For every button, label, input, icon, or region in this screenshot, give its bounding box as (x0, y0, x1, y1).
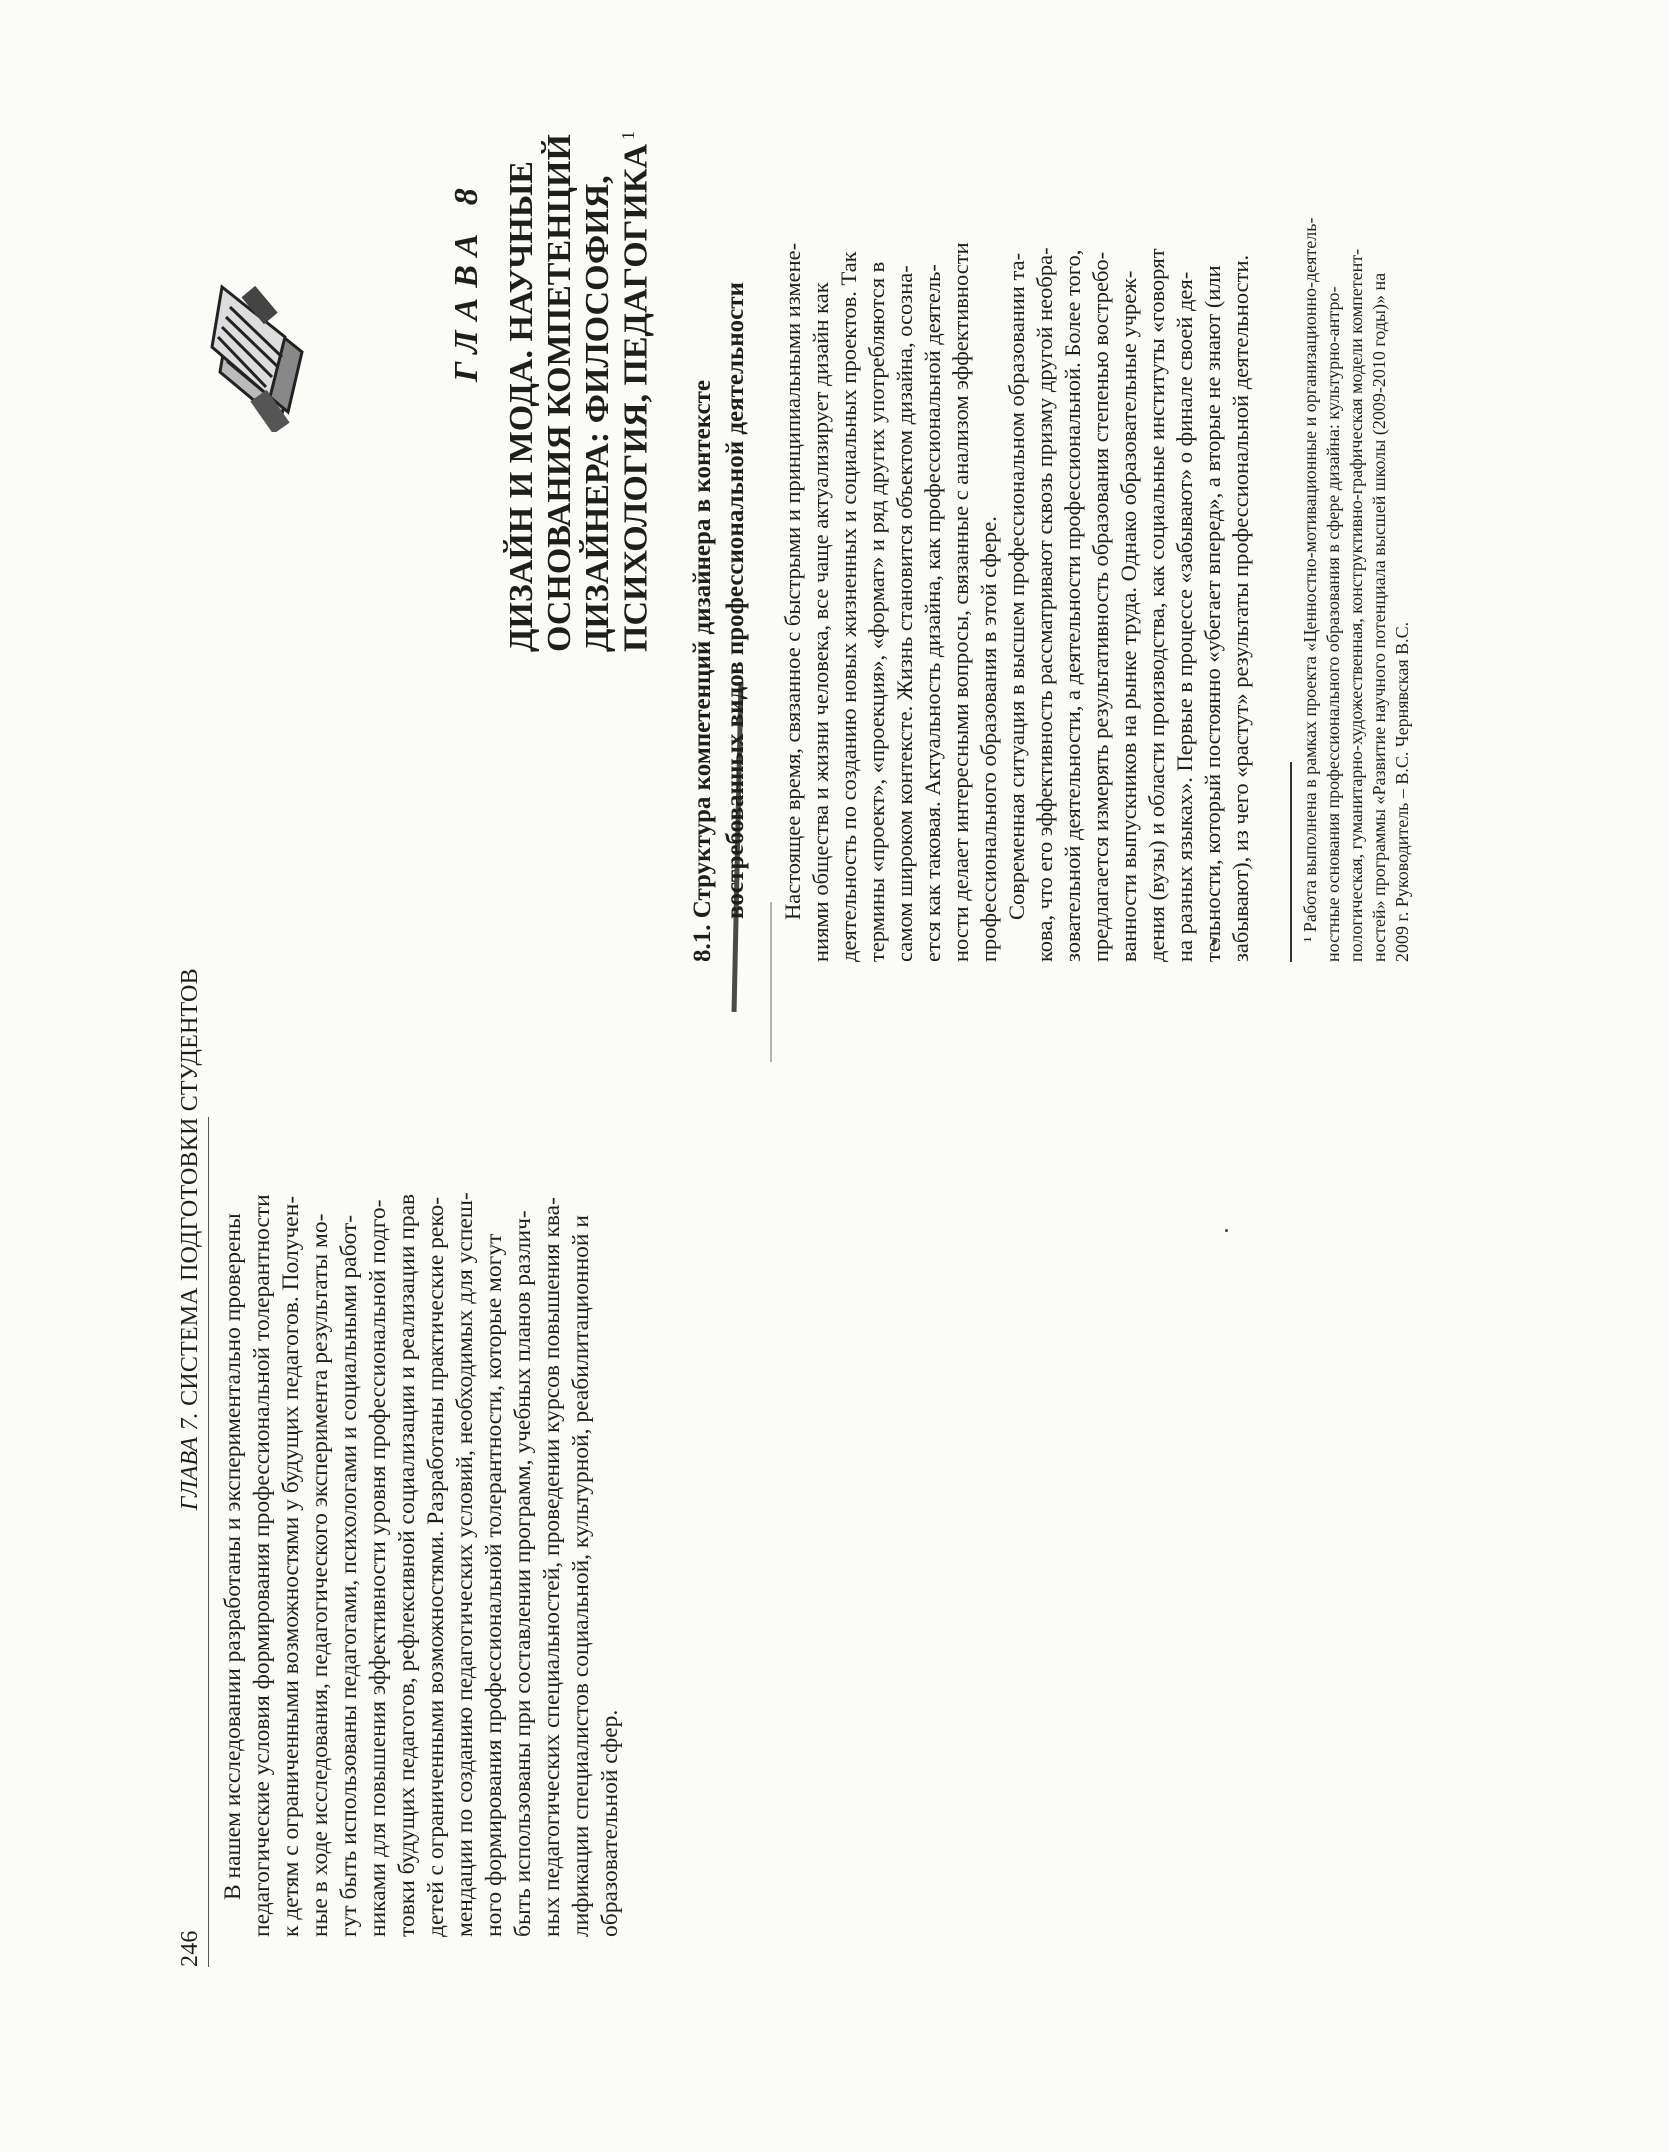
footnote-rule (1290, 762, 1292, 962)
running-head (178, 968, 202, 1967)
body-line: Современная ситуация в высшем профессиональном образовании та- (1004, 252, 1029, 920)
body-line: педагогические условия формирования профессиональной толерантности (249, 1194, 275, 1937)
body-line: ности делает интересными вопросы, связанные с анализом эффективности (948, 242, 973, 962)
body-line: ных педагогических специальностей, проведении курсов повышения ква- (539, 1197, 565, 1937)
footnote-marker: 1 (618, 130, 638, 140)
books-icon (200, 272, 310, 432)
body-line: гут быть использованы педагогами, психологами и социальными работ- (336, 1214, 362, 1937)
body-line: самом широком контексте. Жизнь становится объектом дизайна, осозна- (892, 265, 917, 962)
chapter-title-line: ДИЗАЙНЕРА: ФИЛОСОФИЯ, (579, 175, 616, 652)
chapter-title-line: ДИЗАЙН И МОДА. НАУЧНЫЕ (503, 161, 540, 652)
body-line: предлагается измерять результативность образования степенью востребо- (1088, 251, 1113, 962)
section-title-line: востребованных видов профессиональной деятельности (722, 282, 749, 919)
footnote-line: 2009 г. Руководитель – В.С. Чернявская В.С. (1392, 621, 1412, 962)
section-title-line: 8.1. Структура компетенций дизайнера в контексте (689, 379, 716, 962)
body-line: тельности, который постоянно «убегает вперед», а вторые не знают (или (1200, 265, 1225, 962)
body-line: забывают), из чего «растут» результаты профессиональной деятельности. (1228, 254, 1253, 962)
body-line: зовательной деятельности, а деятельности профессиональной. Более того, (1060, 249, 1085, 962)
chapter-label: ГЛАВА 8 (448, 178, 485, 382)
body-line: лификации специалистов социальной, культурной, реабилитационной и (568, 1215, 594, 1937)
body-line: кова, что его эффективность рассматривают сквозь призму другой необра- (1032, 247, 1057, 962)
body-line: термины «проект», «проекция», «формат» и ряд других употребляются в (864, 261, 889, 962)
body-line: мендации по созданию педагогических условий, необходимых для успеш- (452, 1192, 478, 1937)
body-line: на разных языках». Первые в процессе «забывают» о финале своей дея- (1172, 271, 1197, 962)
chapter-title-line: ОСНОВАНИЯ КОМПЕТЕНЦИЙ (541, 134, 578, 652)
body-line: детей с ограниченными возможностями. Разработаны практические реко- (423, 1196, 449, 1937)
chapter-title-line: ПСИХОЛОГИЯ, ПЕДАГОГИКА$^1$ (617, 130, 655, 652)
page-number: 246 (177, 1930, 203, 1967)
footnote-line: ностные основания профессионального образования в сфере дизайна: культурно-антро- (1323, 286, 1343, 962)
running-head-chapter: ГЛАВА 7. (177, 1412, 203, 1511)
footnote-line: ностей» программы «Развитие научного потенциала высшей школы (2009-2010 годы)» на (1369, 272, 1389, 962)
body-line: ные в ходе исследования, педагогического эксперимента результаты мо- (307, 1213, 333, 1937)
section-title (690, 2, 756, 962)
body-line: дения (вузы) и области производства, как социальные институты «говорят (1144, 248, 1169, 962)
body-line: быть использованы при составлении программ, учебных планов различ- (510, 1210, 536, 1937)
body-line: ванности выпускников на рынке труда. Однако образовательные учреж- (1116, 270, 1141, 962)
chapter-title (505, 32, 657, 652)
footnote-line: ¹ Работа выполнена в рамках проекта «Ценностно-мотивационные и организационно-деятель- (1300, 217, 1320, 942)
body-line: В нашем исследовании разработаны и экспериментально проверены (220, 1213, 246, 1900)
running-head-rule (208, 1117, 209, 1967)
body-line: образовательной сфер. (597, 1709, 623, 1937)
body-line: Настоящее время, связанное с быстрыми и принципиальными измене- (780, 242, 805, 920)
body-line: никами для повышения эффективности уровня профессиональной подго- (365, 1199, 391, 1937)
body-line: ного формирования профессиональной толерантности, которые могут (481, 1233, 507, 1937)
scan-speck (1225, 1229, 1228, 1232)
footnote-line: пологическая, гуманитарно-художественная, конструктивно-графическая модели компетент- (1346, 248, 1366, 962)
body-line: ниями общества и жизни человека, все чаще актуализирует дизайн как (808, 282, 833, 962)
running-head-title: СИСТЕМА ПОДГОТОВКИ СТУДЕНТОВ (177, 968, 203, 1406)
left-page (0, 968, 1669, 2152)
body-line: профессионального образования в этой сфере. (976, 516, 1001, 962)
body-line: товки будущих педагогов, рефлексивной социализации и реализации прав (394, 1193, 420, 1937)
body-line: к детям с ограниченными возможностями у будущих педагогов. Получен- (278, 1195, 304, 1937)
body-line: ется как таковая. Актуальность дизайна, как профессиональной деятель- (920, 264, 945, 962)
body-line: деятельность по созданию новых жизненных и социальных проектов. Так (836, 251, 861, 962)
